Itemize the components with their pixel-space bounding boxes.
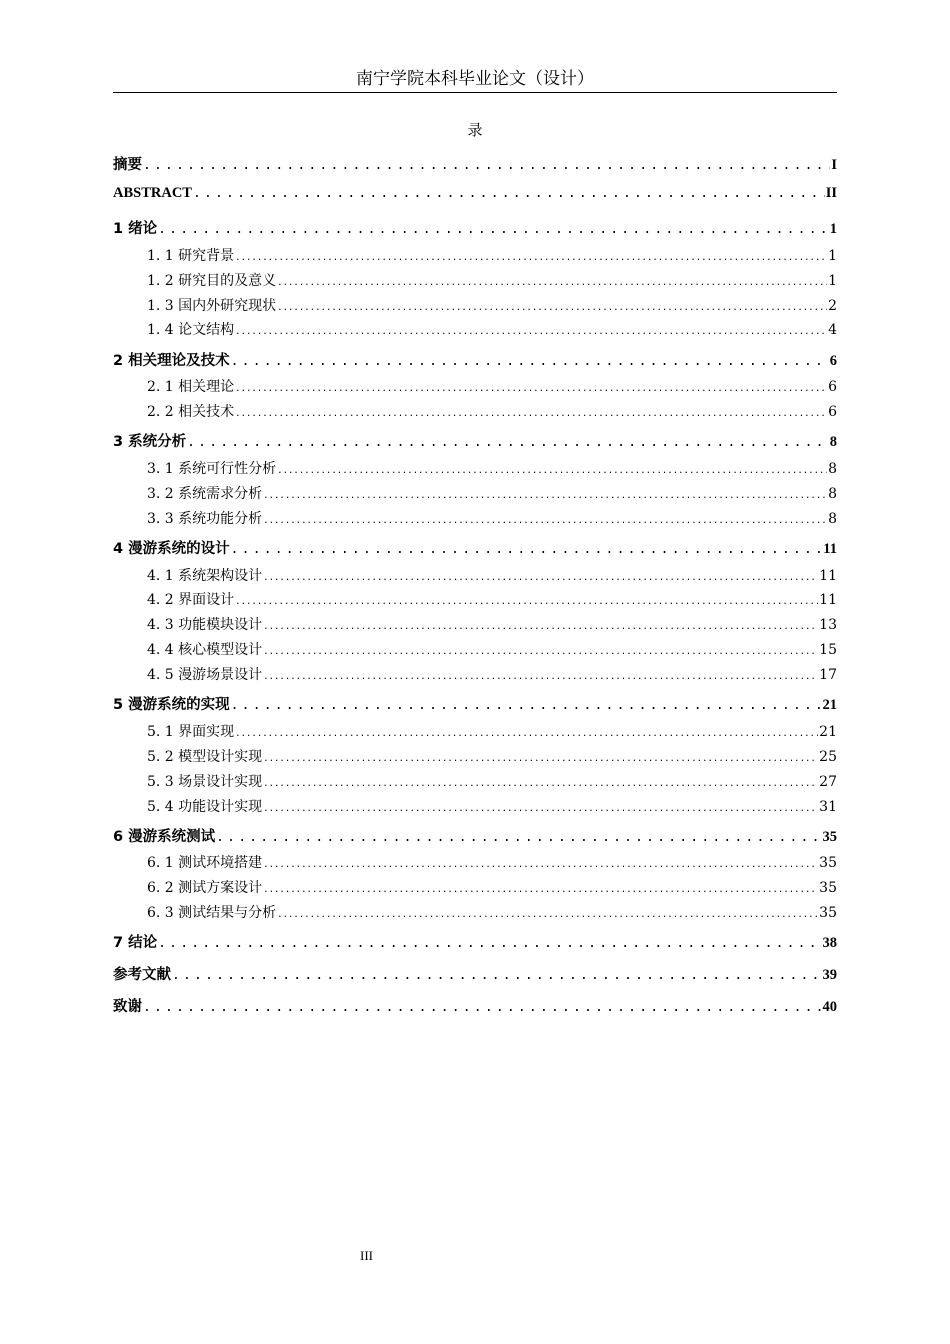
toc-leader <box>277 910 818 920</box>
toc-leader <box>216 830 821 845</box>
toc-entry-page: 6 <box>828 379 837 395</box>
toc-entry-title: 3. 1 系统可行性分析 <box>147 461 277 477</box>
toc-entry-page: 8 <box>828 511 837 527</box>
toc-entry-title: 6. 1 测试环境搭建 <box>147 855 263 871</box>
page-header: 南宁学院本科毕业论文（设计） <box>113 66 837 93</box>
toc-entry[interactable] <box>147 483 837 503</box>
toc-entry-page: 27 <box>819 774 837 790</box>
toc-entry[interactable] <box>147 376 837 396</box>
toc-entry-title: 致谢 <box>113 999 142 1015</box>
toc-leader <box>263 804 818 814</box>
toc-entry-title: 1. 4 论文结构 <box>147 322 235 338</box>
toc-entry-page: 1 <box>829 221 837 237</box>
toc-leader <box>235 253 827 263</box>
toc-leader <box>263 647 818 657</box>
toc-entry-page: 31 <box>819 799 837 815</box>
toc-leader <box>277 303 827 313</box>
page-number: III <box>360 1248 373 1263</box>
toc-entry-title: 5. 4 功能设计实现 <box>147 799 263 815</box>
toc-entry-page: 11 <box>823 541 837 557</box>
toc-entry-title: 5. 2 模型设计实现 <box>147 749 263 765</box>
toc-entry-title: 4. 1 系统架构设计 <box>147 568 263 584</box>
toc-entry-page: 35 <box>819 855 837 871</box>
toc-entry-page: 35 <box>819 905 837 921</box>
toc-leader <box>235 327 827 337</box>
toc-entry-page: 1 <box>828 248 837 264</box>
toc-entry[interactable] <box>113 185 837 202</box>
toc-entry-page: 8 <box>828 486 837 502</box>
toc-leader <box>263 573 818 583</box>
toc-entry-title: 4. 2 界面设计 <box>147 592 235 608</box>
toc-entry[interactable] <box>147 721 837 741</box>
toc-entry-title: 1. 3 国内外研究现状 <box>147 298 277 314</box>
toc-entry-title: 4 漫游系统的设计 <box>113 541 230 557</box>
toc-entry-title: 5. 3 场景设计实现 <box>147 774 263 790</box>
toc-leader <box>158 222 829 237</box>
toc-leader <box>235 597 818 607</box>
toc-entry[interactable] <box>113 430 837 451</box>
toc-entry-title: 3. 3 系统功能分析 <box>147 511 263 527</box>
toc-leader <box>263 885 818 895</box>
toc-entry-title: 参考文献 <box>113 967 171 983</box>
toc-entry[interactable] <box>147 852 837 872</box>
toc-entry-page: 11 <box>819 568 837 584</box>
toc-entry-page: 11 <box>819 592 837 608</box>
toc-entry-page: 6 <box>828 404 837 420</box>
toc-entry[interactable] <box>113 963 837 984</box>
toc-title: 录 <box>467 121 483 139</box>
toc-entry[interactable] <box>147 664 837 684</box>
toc-entry[interactable] <box>147 295 837 315</box>
toc-entry[interactable] <box>147 565 837 585</box>
toc-entry-page: 38 <box>822 935 837 951</box>
toc-entry-page: 39 <box>822 967 837 983</box>
toc-entry-page: II <box>825 185 837 201</box>
toc-entry-page: I <box>831 157 837 173</box>
toc-entry-page: 35 <box>822 829 837 845</box>
toc-entry[interactable] <box>147 401 837 421</box>
toc-entry[interactable] <box>147 270 837 290</box>
toc-entry[interactable] <box>113 693 837 714</box>
toc-entry-title: 2 相关理论及技术 <box>113 353 230 369</box>
toc-entry[interactable] <box>147 458 837 478</box>
toc-entry[interactable] <box>147 771 837 791</box>
toc-leader <box>158 936 821 951</box>
toc-entry-page: 21 <box>822 697 837 713</box>
toc-entry[interactable] <box>113 931 837 952</box>
toc-entry-page: 2 <box>828 298 837 314</box>
toc-entry-title: 6. 3 测试结果与分析 <box>147 905 277 921</box>
toc-leader <box>263 754 818 764</box>
toc-entry[interactable] <box>147 508 837 528</box>
toc-leader <box>263 491 827 501</box>
toc-entry-title: 1. 2 研究目的及意义 <box>147 273 277 289</box>
toc-entry-page: 8 <box>828 461 837 477</box>
toc-entry-title: ABSTRACT <box>113 185 192 201</box>
toc-leader <box>231 542 823 557</box>
toc-entry-page: 1 <box>828 273 837 289</box>
toc-entry-title: 4. 5 漫游场景设计 <box>147 667 263 683</box>
toc-entry-page: 6 <box>829 353 837 369</box>
toc-leader <box>235 409 827 419</box>
toc-entry-title: 2. 2 相关技术 <box>147 404 235 420</box>
toc-leader <box>263 622 818 632</box>
toc-entry[interactable] <box>147 614 837 634</box>
toc-entry-title: 1. 1 研究背景 <box>147 248 235 264</box>
toc-leader <box>263 672 818 682</box>
toc-entry-page: 17 <box>819 667 837 683</box>
toc-entry-title: 3. 2 系统需求分析 <box>147 486 263 502</box>
toc-entry-page: 35 <box>819 880 837 896</box>
toc-leader <box>143 1000 822 1015</box>
toc-entry-page: 8 <box>829 434 837 450</box>
toc-entry-title: 4. 3 功能模块设计 <box>147 617 263 633</box>
toc-leader <box>231 354 829 369</box>
toc-entry[interactable] <box>147 902 837 922</box>
toc-entry[interactable] <box>113 349 837 370</box>
toc-entry[interactable] <box>147 319 837 339</box>
toc-entry-title: 7 结论 <box>113 935 158 951</box>
toc-entry-title: 5. 1 界面实现 <box>147 724 235 740</box>
toc-entry-page: 4 <box>828 322 837 338</box>
toc-entry[interactable] <box>113 995 837 1016</box>
toc-entry-page: 15 <box>819 642 837 658</box>
toc-entry[interactable] <box>147 639 837 659</box>
toc-leader <box>263 860 818 870</box>
toc-entry[interactable] <box>147 877 837 897</box>
toc-entry-page: 40 <box>822 999 837 1015</box>
toc-entry[interactable] <box>147 589 837 609</box>
toc-leader <box>193 186 825 201</box>
toc-leader <box>172 968 822 983</box>
toc-leader <box>231 698 822 713</box>
toc-leader <box>235 384 827 394</box>
toc-leader <box>277 278 827 288</box>
toc-entry-title: 4. 4 核心模型设计 <box>147 642 263 658</box>
toc-entry-title: 1 绪论 <box>113 221 158 237</box>
toc-entry[interactable] <box>147 746 837 766</box>
toc-entry-title: 3 系统分析 <box>113 434 187 450</box>
toc-entry[interactable] <box>147 245 837 265</box>
toc-leader <box>263 516 827 526</box>
toc-leader <box>277 466 827 476</box>
toc-entry-title: 6. 2 测试方案设计 <box>147 880 263 896</box>
toc-entry-title: 2. 1 相关理论 <box>147 379 235 395</box>
toc-entry[interactable] <box>113 153 837 174</box>
toc-entry-title: 6 漫游系统测试 <box>113 829 216 845</box>
toc-entry[interactable] <box>113 537 837 558</box>
toc-entry-page: 21 <box>819 724 837 740</box>
toc-entry-page: 25 <box>819 749 837 765</box>
toc-entry[interactable] <box>113 217 837 238</box>
toc-entry-title: 摘要 <box>113 157 142 173</box>
toc-entry-page: 13 <box>819 617 837 633</box>
toc-entry[interactable] <box>113 825 837 846</box>
toc-leader <box>235 729 818 739</box>
toc-entry-title: 5 漫游系统的实现 <box>113 697 230 713</box>
toc-entry[interactable] <box>147 796 837 816</box>
toc-leader <box>143 158 830 173</box>
toc-leader <box>187 435 829 450</box>
toc-leader <box>263 779 818 789</box>
